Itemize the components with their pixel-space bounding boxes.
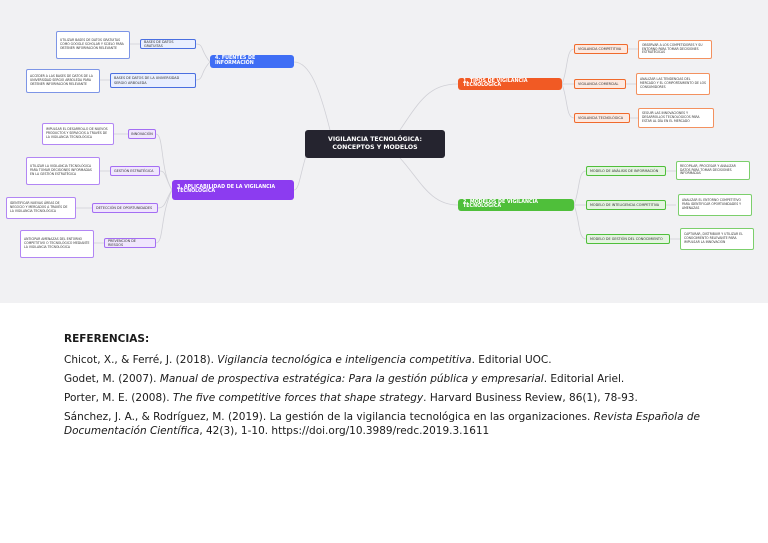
leaf-gestion-estrategica-detail[interactable]: UTILIZAR LA VIGILANCIA TECNOLÓGICA PARA TOMAR DECISIONES INFORMADAS EN LA GESTIÓN ESTRATÉGICA [26,157,100,185]
leaf-bases-universidad-detail[interactable]: ACCEDER A LAS BASES DE DATOS DE LA UNIVERSIDAD SERGIO ARBOLEDA PARA OBTENER INFORMACIÓN RELEVANTE [26,69,100,93]
sub-modelo-inteligencia[interactable]: MODELO DE INTELIGENCIA COMPETITIVA [586,200,666,210]
branch-tipos-vigilancia[interactable]: 1. TIPOS DE VIGILANCIA TECNOLÓGICA [458,78,562,90]
reference-title: Revista Española de Documentación Científica [64,411,700,437]
sub-innovacion[interactable]: INNOVACIÓN [128,129,156,139]
leaf-bases-gratuitas-detail[interactable]: UTILIZAR BASES DE DATOS GRATUITAS COMO GOOGLE SCHOLAR Y SCIELO PARA OBTENER INFORMACIÓN RELEVANTE [56,31,130,59]
leaf-gestion-detail[interactable]: CAPTURAR, DISTRIBUIR Y UTILIZAR EL CONOCIMIENTO RELEVANTE PARA IMPULSAR LA INNOVACIÓN [680,228,754,250]
reference-title: Manual de prospectiva estratégica: Para la gestión pública y empresarial [159,373,544,385]
leaf-analisis-detail[interactable]: RECOPILAR, PROCESAR Y ANALIZAR DATOS PARA TOMAR DECISIONES INFORMADAS [676,161,750,180]
reference-item [64,410,704,438]
sub-vigilancia-competitiva[interactable]: VIGILANCIA COMPETITIVA [574,44,628,54]
reference-author: Porter, M. E. (2008). [64,392,173,404]
reference-publisher: . Editorial UOC. [471,354,552,366]
sub-prevencion-riesgos[interactable]: PREVENCIÓN DE RIESGOS [104,238,156,248]
reference-title: The five competitive forces that shape strategy [172,392,424,404]
branch-aplicabilidad[interactable]: 3. APLICABILIDAD DE LA VIGILANCIA TECNOLÓGICA [172,180,294,200]
leaf-innovacion-detail[interactable]: IMPULSAR EL DESARROLLO DE NUEVOS PRODUCTOS Y SERVICIOS A TRAVÉS DE LA VIGILANCIA TECNOLÓGICA [42,123,114,145]
references-heading: REFERENCIAS: [64,333,150,345]
reference-item [64,391,704,405]
reference-author: Chicot, X., & Ferré, J. (2018). [64,354,218,366]
sub-gestion-estrategica[interactable]: GESTIÓN ESTRATÉGICA [110,166,160,176]
reference-publisher: . Harvard Business Review, 86(1), 78-93. [423,392,638,404]
reference-author: Sánchez, J. A., & Rodríguez, M. (2019). La gestión de la vigilancia tecnológica en las organizaciones. [64,411,594,423]
central-topic[interactable]: VIGILANCIA TECNOLÓGICA: CONCEPTOS Y MODELOS [305,130,445,158]
sub-bases-universidad[interactable]: BASES DE DATOS DE LA UNIVERSIDAD SERGIO ARBOLEDA [110,73,196,88]
sub-vigilancia-comercial[interactable]: VIGILANCIA COMERCIAL [574,79,626,89]
leaf-comercial-detail[interactable]: ANALIZAR LAS TENDENCIAS DEL MERCADO Y EL COMPORTAMIENTO DE LOS CONSUMIDORES [636,73,710,95]
leaf-competitiva-detail[interactable]: OBSERVAR A LOS COMPETIDORES Y SU ENTORNO PARA TOMAR DECISIONES ESTRATÉGICAS [638,40,712,59]
sub-vigilancia-tecnologica[interactable]: VIGILANCIA TECNOLÓGICA [574,113,630,123]
sub-modelo-analisis[interactable]: MODELO DE ANÁLISIS DE INFORMACIÓN [586,166,666,176]
sub-modelo-gestion[interactable]: MODELO DE GESTIÓN DEL CONOCIMIENTO [586,234,670,244]
reference-link: , 42(3), 1-10. https://doi.org/10.3989/redc.2019.3.1611 [199,425,490,437]
reference-item [64,372,704,386]
sub-bases-gratuitas[interactable]: BASES DE DATOS GRATUITAS [140,39,196,49]
reference-author: Godet, M. (2007). [64,373,160,385]
branch-modelos-vigilancia[interactable]: 2. MODELOS DE VIGILANCIA TECNOLÓGICA [458,199,574,211]
references-section [64,332,704,443]
leaf-tecnologica-detail[interactable]: SEGUIR LAS INNOVACIONES Y DESARROLLOS TECNOLÓGICOS PARA ESTAR AL DÍA EN EL MERCADO [638,108,714,128]
reference-title: Vigilancia tecnológica e inteligencia competitiva [217,354,472,366]
sub-deteccion-oportunidades[interactable]: DETECCIÓN DE OPORTUNIDADES [92,203,158,213]
branch-fuentes-informacion[interactable]: 4. FUENTES DE INFORMACIÓN [210,55,294,68]
leaf-inteligencia-detail[interactable]: ANALIZAR EL ENTORNO COMPETITIVO PARA IDENTIFICAR OPORTUNIDADES Y AMENAZAS [678,194,752,216]
reference-publisher: . Editorial Ariel. [543,373,625,385]
reference-item [64,353,704,367]
leaf-deteccion-detail[interactable]: IDENTIFICAR NUEVAS ÁREAS DE NEGOCIO Y MERCADOS A TRAVÉS DE LA VIGILANCIA TECNOLÓGICA [6,197,76,219]
leaf-prevencion-detail[interactable]: ANTICIPAR AMENAZAS DEL ENTORNO COMPETITIVO O TECNOLÓGICO MEDIANTE LA VIGILANCIA TECNOLÓGICA [20,230,94,258]
